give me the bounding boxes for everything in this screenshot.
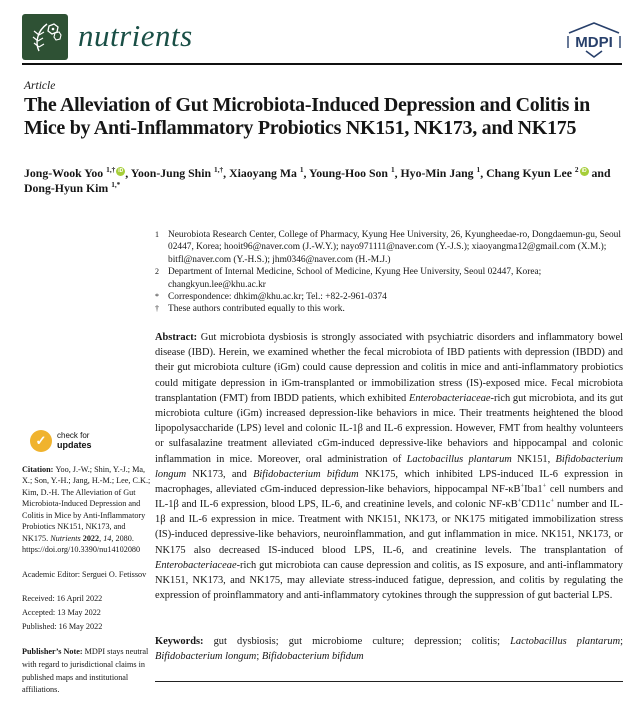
affiliation-row	[155, 266, 623, 291]
affiliation-text: Department of Internal Medicine, School of Medicine, Kyung Hee University, Seoul 02447, Korea; changkyun.lee@khu.ac.kr	[168, 267, 542, 290]
affiliations	[155, 229, 623, 316]
keywords: Keywords: gut dysbiosis; gut microbiome culture; depression; colitis; Lactobacillus plantarum; Bifidobacterium longum; Bifidobacterium bifidum	[155, 636, 623, 663]
header-divider	[22, 63, 622, 65]
badge-label	[57, 431, 92, 451]
article-title: The Alleviation of Gut Microbiota-Induced Depression and Colitis in Mice by Anti-Inflammatory Probiotics NK151, NK173, and NK175	[24, 94, 590, 140]
check-icon: ✓	[30, 430, 52, 452]
affiliation-marker: 2	[155, 267, 159, 277]
date-line: Received: 16 April 2022	[22, 594, 103, 604]
affiliation-marker: †	[155, 304, 159, 314]
affiliation-text: These authors contributed equally to this work.	[168, 304, 345, 315]
orcid-icon[interactable]: iD	[118, 168, 124, 175]
section-divider	[155, 681, 623, 682]
affiliation-marker: 1	[155, 230, 159, 239]
affiliation-row	[155, 229, 623, 266]
author-list: Jong-Wook Yoo $^{1,\dagger}$ iD , Yoon-Jung Shin $^{1,\dagger}$, Xiaoyang Ma $^1$, Young-Hoo Son $^1$, Hyo-Min Jang $^1$, Chang Kyun Lee $^2$ iD and Dong-Hyun Kim $^{1,*}$	[24, 165, 611, 196]
affiliation-row	[155, 291, 623, 303]
badge-line2: updates	[57, 440, 92, 451]
orcid-icon[interactable]: iD	[581, 168, 587, 175]
badge-line1: check for	[57, 431, 90, 441]
affiliation-row	[155, 303, 623, 315]
affiliation-text: Neurobiota Research Center, College of Pharmacy, Kyung Hee University, 26, Kyungheedae-ro, Dongdaemun-gu, Seoul 02447, Korea; hooit96@naver.com (J.-W.Y.); nayo971111@naver.com (Y.-J.S.); xiaoyangma12@gmail.com (X.M.); bitfl@naver.com (Y.-H.S.); jhm0346@naver.com (H.-M.J.)	[168, 230, 621, 265]
academic-editor: Academic Editor: Serguei O. Fetissov	[22, 569, 147, 579]
journal-wordmark: nutrients	[78, 18, 193, 53]
mdpi-logo[interactable]	[564, 20, 624, 65]
citation-block: Citation: Yoo, J.-W.; Shin, Y.-J.; Ma, X.; Son, Y.-H.; Jang, H.-M.; Lee, C.K.; Kim, D.-H. The Alleviation of Gut Microbiota-Induced Depression and Colitis in Mice by Anti-Inflammatory Probiotics NK151, NK173, and NK175. Nutrients 2022, 14, 2080. https://doi.org/10.3390/nu14102080	[22, 465, 151, 555]
article-type-label: Article	[24, 80, 56, 92]
wheat-leaf-icon	[27, 19, 63, 55]
article-dates	[22, 592, 152, 634]
mdpi-wordmark: MDPI	[575, 34, 613, 51]
date-line: Published: 16 May 2022	[22, 622, 103, 632]
nutrients-journal-logo[interactable]	[22, 14, 68, 60]
publisher-note: Publisher’s Note: MDPI stays neutral with regard to jurisdictional claims in published maps and institutional affiliations.	[22, 647, 149, 695]
sidebar	[22, 430, 152, 697]
date-line: Accepted: 13 May 2022	[22, 608, 101, 618]
abstract: Abstract: Gut microbiota dysbiosis is strongly associated with psychiatric disorders and inflammatory bowel disease (IBD). Herein, we examined whether the fecal microbiota of IBD patients with depression (IBDD) and their gut microbiota culture (iGm) could cause depression and colitis in mice and anti-inflammatory probiotics could mitigate depression in iGm-transplanted or immobilization stress (IS)-exposed mice. Fecal microbiota transplantation (FMT) from IBDD patients, which exhibited Enterobacteriaceae-rich gut microbiota, and its gut microbiota culture (iGm) increased depression-like behaviors in mice. Their treatments heightened the blood lipopolysaccharide (LPS) level and colonic IL-1β and IL-6 expression. However, FMT from healthy volunteers or sulfasalazine treatment alleviated cGm-induced depressive-like behaviors and hippocampal and colonic inflammation in mice. Moreover, oral administration of Lactobacillus plantarum NK151, Bifidobacterium longum NK173, and Bifidobacterium bifidum NK175, which inhibited LPS-induced IL-6 expression in macrophages, alleviated cGm-induced depression-like behaviors, hippocampal NF-κB+Iba1+ cell numbers and IL-1β and IL-6 expression, blood LPS, IL-6, and creatinine levels, and colonic NF-κB+CD11c+ number and IL-1β and IL-6 expression in mice. Treatment with NK151, NK173, or NK175 mitigated immobilization stress (IS)-induced depressive-like behaviors, neuroinflammation, and gut inflammation in mice. NK151, NK173, or NK175 also decreased IS-induced blood LPS, IL-6, and creatinine levels. The transplantation of Enterobacteriaceae-rich gut microbiota can cause depression and colitis, as IS exposure, and anti-inflammatory NK151, NK173, and NK175, may alleviate stress-induced fatigue, depression, and colitis by regulating the expression of proinflammatory and anti-inflammatory cytokines through the suppression of gut bacterial LPS.	[155, 332, 624, 602]
check-for-updates-badge[interactable]	[30, 430, 152, 452]
affiliation-marker: *	[155, 292, 159, 302]
affiliation-text: Correspondence: dhkim@khu.ac.kr; Tel.: +82-2-961-0374	[168, 292, 387, 303]
